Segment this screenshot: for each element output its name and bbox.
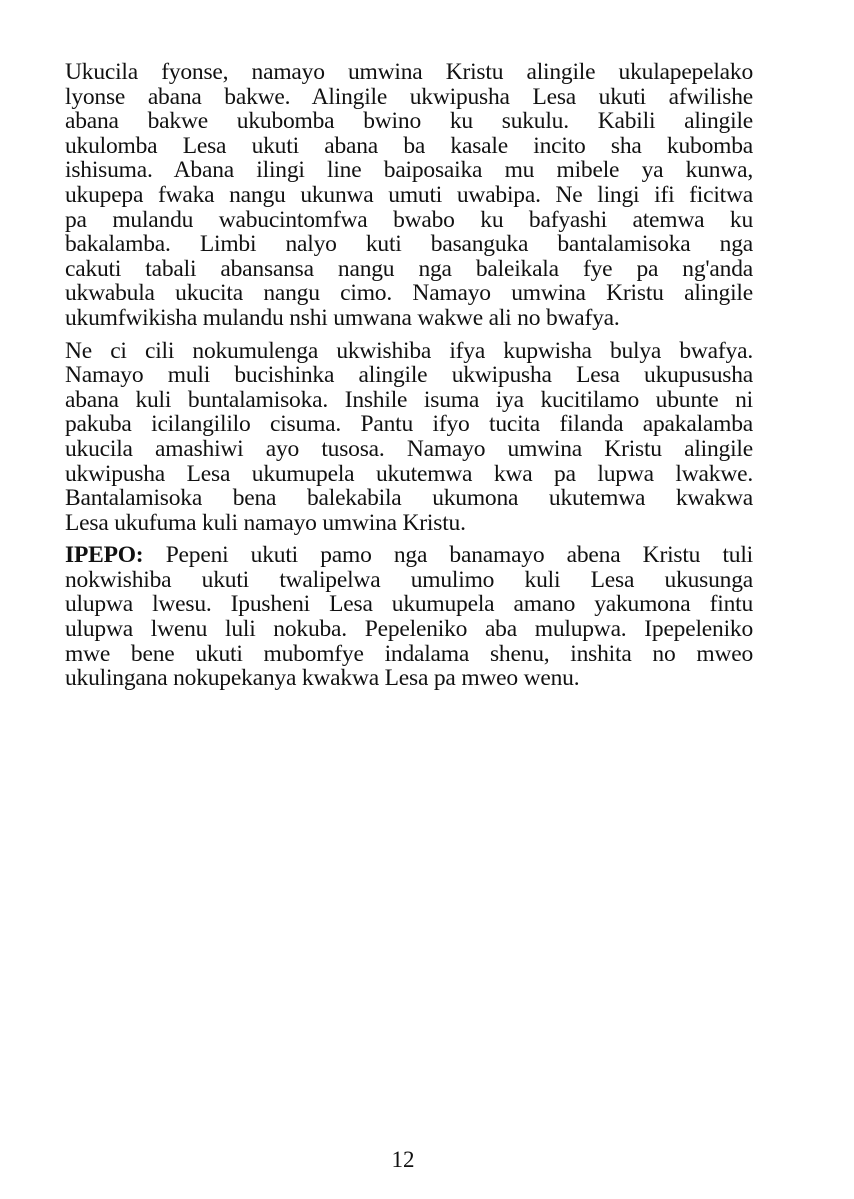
line-text: ukupepa fwaka nangu ukunwa umuti uwabipa. Ne lingi ifi ficitwa bbox=[65, 181, 753, 208]
text-line bbox=[65, 511, 753, 536]
text-line bbox=[65, 666, 753, 691]
section-label: IPEPO: bbox=[65, 542, 144, 569]
text-line bbox=[65, 592, 753, 617]
text-line bbox=[65, 158, 753, 183]
line-text: Ne ci cili nokumulenga ukwishiba ifya kupwisha bulya bwafya. bbox=[65, 337, 753, 364]
text-line bbox=[65, 60, 753, 85]
paragraph bbox=[65, 543, 753, 691]
text-line bbox=[65, 183, 753, 208]
line-text: ukumfwikisha mulandu nshi umwana wakwe ali no bwafya. bbox=[65, 304, 620, 331]
line-text: ishisuma. Abana ilingi line baiposaika mu mibele ya kunwa, bbox=[65, 157, 753, 184]
line-text: Ukucila fyonse, namayo umwina Kristu alingile ukulapepelako bbox=[65, 59, 753, 85]
line-text: pa mulandu wabucintomfwa bwabo ku bafyashi atemwa ku bbox=[65, 206, 753, 233]
text-line bbox=[65, 412, 753, 437]
line-text: ukwabula ukucita nangu cimo. Namayo umwina Kristu alingile bbox=[65, 280, 753, 307]
paragraph bbox=[65, 60, 753, 331]
text-line bbox=[65, 617, 753, 642]
paragraph bbox=[65, 339, 753, 536]
text-line bbox=[65, 363, 753, 388]
text-line bbox=[65, 543, 753, 568]
line-text: nokwishiba ukuti twalipelwa umulimo kuli Lesa ukusunga bbox=[65, 566, 753, 593]
line-text: mwe bene ukuti mubomfye indalama shenu, inshita no mweo bbox=[65, 640, 753, 667]
line-text: abana bakwe ukubomba bwino ku sukulu. Kabili alingile bbox=[65, 108, 753, 135]
text-line bbox=[65, 437, 753, 462]
line-text: ukwipusha Lesa ukumupela ukutemwa kwa pa lupwa lwakwe. bbox=[65, 460, 753, 487]
text-line bbox=[65, 306, 753, 331]
page-body bbox=[65, 60, 753, 699]
text-line bbox=[65, 486, 753, 511]
page-number: 12 bbox=[391, 1147, 415, 1172]
line-text: ulupwa lwenu luli nokuba. Pepeleniko aba mulupwa. Ipepeleniko bbox=[65, 616, 753, 643]
line-text: Lesa ukufuma kuli namayo umwina Kristu. bbox=[65, 509, 466, 536]
line-text: pakuba icilangililo cisuma. Pantu ifyo tucita filanda apakalamba bbox=[65, 411, 753, 438]
line-text: lyonse abana bakwe. Alingile ukwipusha Lesa ukuti afwilishe bbox=[65, 83, 753, 110]
text-line bbox=[65, 462, 753, 487]
line-text: ukulomba Lesa ukuti abana ba kasale incito sha kubomba bbox=[65, 132, 753, 159]
line-text: Namayo muli bucishinka alingile ukwipusha Lesa ukupususha bbox=[65, 362, 753, 389]
text-line bbox=[65, 642, 753, 667]
text-line bbox=[65, 109, 753, 134]
line-text: Pepeni ukuti pamo nga banamayo abena Kristu tuli bbox=[165, 542, 753, 569]
line-text: bakalamba. Limbi nalyo kuti basanguka bantalamisoka nga bbox=[65, 231, 753, 258]
text-line bbox=[65, 208, 753, 233]
line-text: Bantalamisoka bena balekabila ukumona ukutemwa kwakwa bbox=[65, 485, 753, 512]
text-line bbox=[65, 232, 753, 257]
text-line bbox=[65, 257, 753, 282]
text-line bbox=[65, 134, 753, 159]
line-text: abana kuli buntalamisoka. Inshile isuma iya kucitilamo ubunte ni bbox=[65, 386, 753, 413]
text-line bbox=[65, 281, 753, 306]
text-line bbox=[65, 568, 753, 593]
line-text: ukucila amashiwi ayo tusosa. Namayo umwina Kristu alingile bbox=[65, 435, 753, 462]
text-line bbox=[65, 388, 753, 413]
line-text: ulupwa lwesu. Ipusheni Lesa ukumupela amano yakumona fintu bbox=[65, 591, 753, 618]
line-text: cakuti tabali abansansa nangu nga baleikala fye pa ng'anda bbox=[65, 255, 753, 282]
text-line bbox=[65, 339, 753, 364]
line-text: ukulingana nokupekanya kwakwa Lesa pa mweo wenu. bbox=[65, 665, 580, 692]
text-line bbox=[65, 85, 753, 110]
